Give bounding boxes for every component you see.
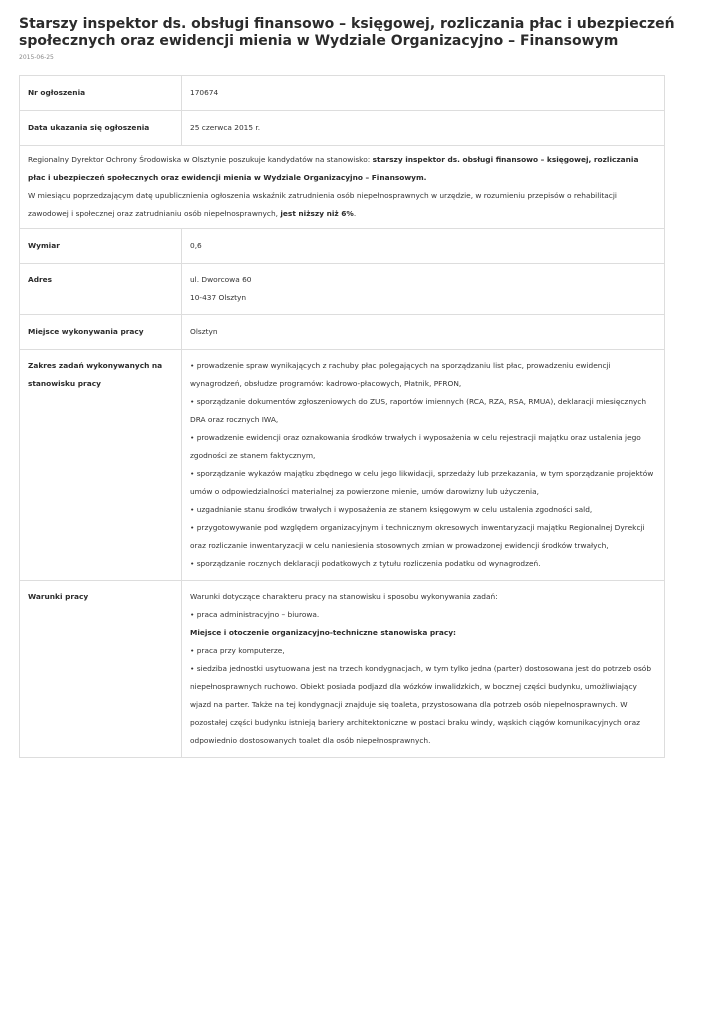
value-nr-ogloszenia: 170674 (182, 76, 665, 111)
row-warunki (20, 581, 665, 758)
row-intro (20, 146, 665, 229)
value-wymiar: 0,6 (182, 229, 665, 264)
list-item: • praca przy komputerze, (190, 646, 285, 655)
row-zakres (20, 350, 665, 581)
list-item: • praca administracyjno – biurowa. (190, 610, 320, 619)
label-zakres: Zakres zadań wykonywanych na stanowisku pracy (20, 350, 182, 581)
intro-paragraph-1 (28, 151, 656, 187)
intro-text-1: Regionalny Dyrektor Ochrony Środowiska w Olsztynie poszukuje kandydatów na stanowisko: (28, 155, 373, 164)
row-wymiar (20, 229, 665, 264)
warunki-heading-text: Miejsce i otoczenie organizacyjno-techniczne stanowiska pracy: (190, 628, 456, 637)
label-miejsce: Miejsce wykonywania pracy (20, 315, 182, 350)
list-item: • przygotowywanie pod względem organizacyjnym i technicznym okresowych inwentaryzacji majątku Regionalnej Dyrekcji oraz rozliczanie inwentaryzacji w celu naniesienia stosownych zmian w prowadzonej ewidencji środków trwałych, (190, 523, 645, 550)
publish-date: 2015-06-25 (19, 54, 54, 61)
warunki-intro: Warunki dotyczące charakteru pracy na stanowisku i sposobu wykonywania zadań: (190, 592, 498, 601)
label-nr-ogloszenia: Nr ogłoszenia (20, 76, 182, 111)
label-wymiar: Wymiar (20, 229, 182, 264)
warunki-heading (190, 624, 656, 642)
value-zakres (182, 350, 665, 581)
list-item: • sporządzanie wykazów majątku zbędnego w celu jego likwidacji, sprzedaży lub przekazania, w tym sporządzanie projektów umów o odpowiedzialności materialnej za powierzone mienie, umów darowizny lub użyczenia, (190, 469, 654, 496)
list-item: • prowadzenie ewidencji oraz oznakowania środków trwałych i wyposażenia w celu rejestracji majątku oraz ustalenia jego zgodności ze stanem faktycznym, (190, 433, 641, 460)
value-miejsce: Olsztyn (182, 315, 665, 350)
list-item: • sporządzanie dokumentów zgłoszeniowych do ZUS, raportów imiennych (RCA, RZA, RSA, RMUA), deklaracji miesięcznych DRA oraz rocznych IWA, (190, 397, 647, 424)
list-item: • sporządzanie rocznych deklaracji podatkowych z tytułu rozliczenia podatku od wynagrodzeń. (190, 559, 541, 568)
intro-rate-bold: jest niższy niż 6% (280, 209, 354, 218)
intro-position-name: starszy inspektor ds. obsługi finansowo – księgowej, rozliczania płac i ubezpieczeń społecznych oraz ewidencji mienia w Wydziale Organizacyjno – Finansowym. (28, 155, 639, 182)
value-data-ukazania: 25 czerwca 2015 r. (182, 111, 665, 146)
page-title: Starszy inspektor ds. obsługi finansowo – księgowej, rozliczania płac i ubezpieczeń społecznych oraz ewidencji mienia w Wydziale Organizacyjno – Finansowym (19, 16, 675, 49)
intro-paragraph-2 (28, 187, 656, 223)
list-item: • siedziba jednostki usytuowana jest na trzech kondygnacjach, w tym tylko jedna (parter) dostosowana jest do potrzeb osób niepełnosprawnych ruchowo. Obiekt posiada podjazd dla wózków inwalidzkich, w bocznej części budynku, umożliwiający wjazd na parter. Także na tej kondygnacji znajduje się toaleta, przystosowana dla potrzeb osób niepełnosprawnych. W pozostałej części budynku istnieją bariery architektoniczne w postaci braku windy, wąskich ciągów komunikacyjnych oraz odpowiednio dostosowanych toalet dla osób niepełnosprawnych. (190, 664, 652, 745)
adres-line-1: ul. Dworcowa 60 (190, 275, 252, 284)
label-adres: Adres (20, 264, 182, 315)
list-item: • prowadzenie spraw wynikających z rachuby płac polegających na sporządzaniu list płac, prowadzeniu ewidencji wynagrodzeń, obsłudze programów: kadrowo-płacowych, Płatnik, PFRON, (190, 361, 611, 388)
adres-line-2: 10-437 Olsztyn (190, 293, 247, 302)
value-warunki (182, 581, 665, 758)
row-miejsce (20, 315, 665, 350)
intro-text-end: . (353, 209, 357, 218)
row-adres (20, 264, 665, 315)
intro-cell (20, 146, 665, 229)
row-data-ukazania (20, 111, 665, 146)
row-nr-ogloszenia (20, 76, 665, 111)
list-item: • uzgadnianie stanu środków trwałych i wyposażenia ze stanem księgowym w celu ustalenia zgodności sald, (190, 505, 593, 514)
value-adres (182, 264, 665, 315)
label-data-ukazania: Data ukazania się ogłoszenia (20, 111, 182, 146)
announcement-table (19, 75, 665, 758)
label-warunki: Warunki pracy (20, 581, 182, 758)
intro-text-2: W miesiącu poprzedzającym datę upublicznienia ogłoszenia wskaźnik zatrudnienia osób niepełnosprawnych w urzędzie, w rozumieniu przepisów o rehabilitacji zawodowej i społecznej oraz zatrudnianiu osób niepełnosprawnych, (28, 191, 617, 218)
